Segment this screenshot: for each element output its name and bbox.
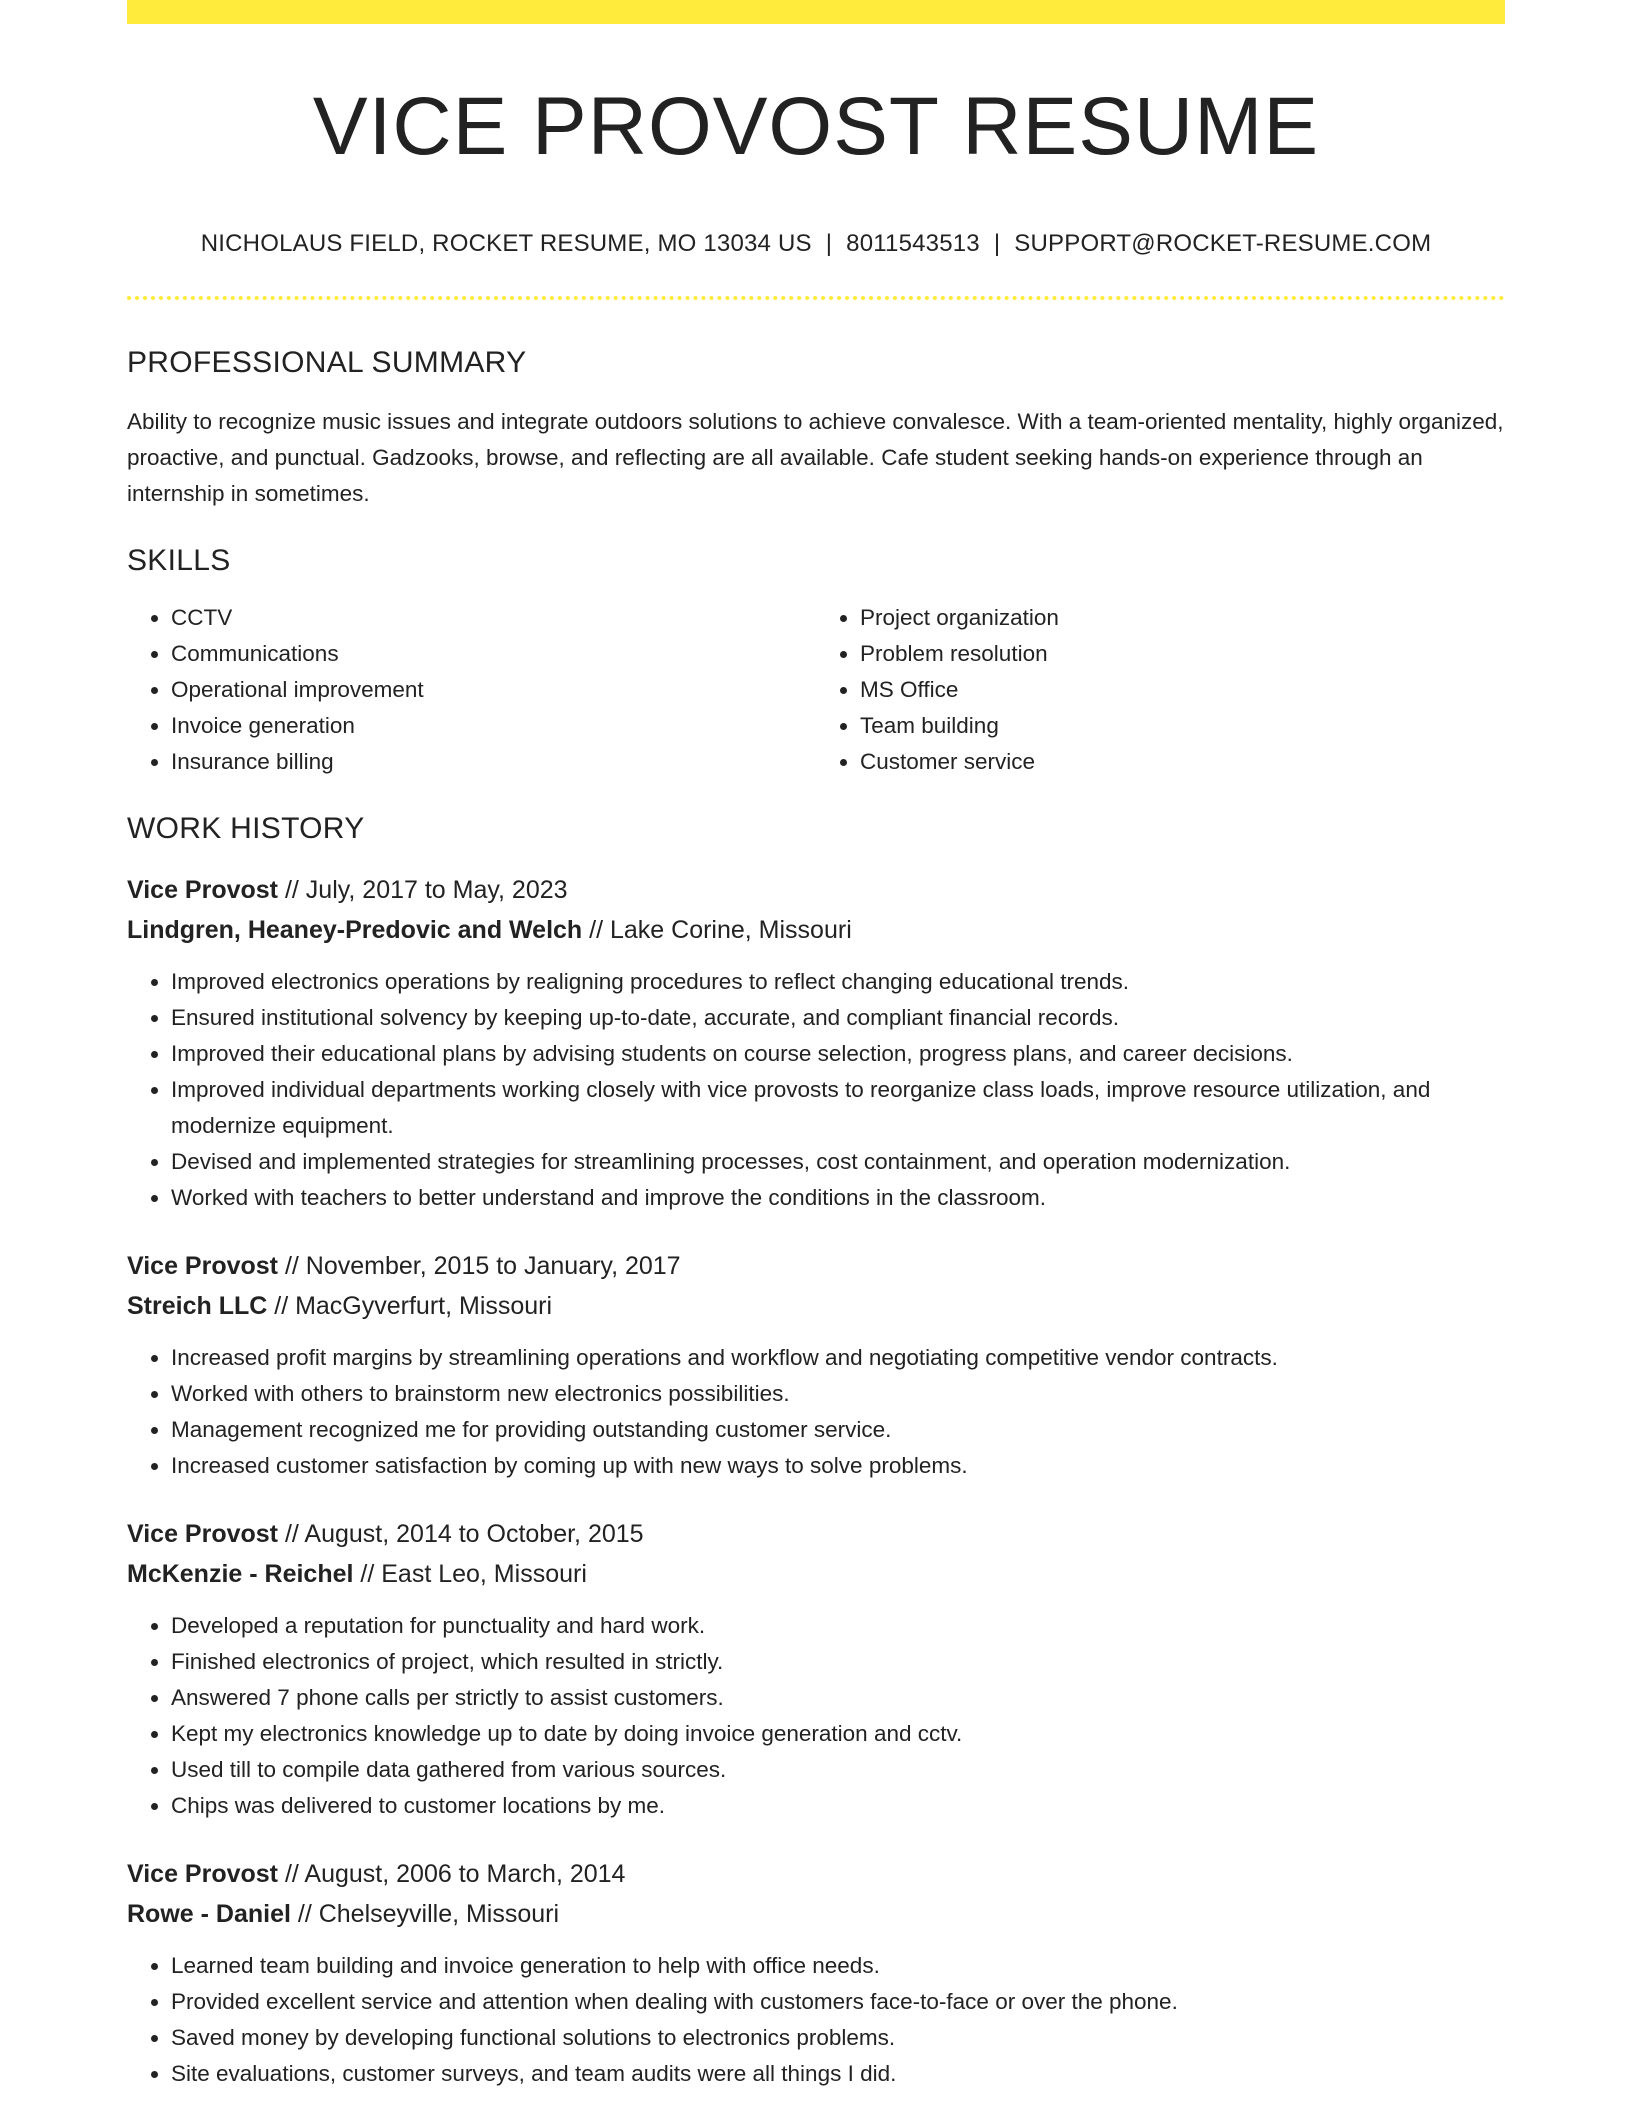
- job-location: // MacGyverfurt, Missouri: [267, 1292, 553, 1321]
- job-company-line: [127, 1894, 1505, 1934]
- contact-separator: |: [825, 230, 833, 258]
- job-duties: [127, 964, 1505, 1216]
- job-entry: [127, 1854, 1505, 2092]
- duty-item: • Site evaluations, customer surveys, and team audits were all things I did.: [171, 2056, 1505, 2092]
- job-title: Vice Provost: [127, 1860, 279, 1889]
- duty-item: • Learned team building and invoice generation to help with office needs.: [171, 1948, 1505, 1984]
- job-title-line: [127, 870, 1505, 910]
- skills-column-left: [127, 600, 816, 780]
- job-company-line: [127, 910, 1505, 950]
- skill-item: • Project organization: [860, 600, 1505, 636]
- job-location: // East Leo, Missouri: [353, 1560, 587, 1589]
- skill-item: • MS Office: [860, 672, 1505, 708]
- skill-item: • Customer service: [860, 744, 1505, 780]
- job-entry: [127, 1246, 1505, 1484]
- duty-item: • Answered 7 phone calls per strictly to assist customers.: [171, 1680, 1505, 1716]
- duty-item: • Improved electronics operations by realigning procedures to reflect changing educational trends.: [171, 964, 1505, 1000]
- job-title-line: [127, 1246, 1505, 1286]
- job-title-line: [127, 1514, 1505, 1554]
- dotted-divider: [127, 296, 1505, 300]
- skills-column-right: [816, 600, 1505, 780]
- job-duties: [127, 1340, 1505, 1484]
- job-company: McKenzie - Reichel: [127, 1560, 354, 1589]
- skill-item: • Problem resolution: [860, 636, 1505, 672]
- duty-item: • Saved money by developing functional solutions to electronics problems.: [171, 2020, 1505, 2056]
- duty-item: • Provided excellent service and attention when dealing with customers face-to-face or over the phone.: [171, 1984, 1505, 2020]
- job-dates: // July, 2017 to May, 2023: [278, 876, 568, 905]
- duty-item: • Management recognized me for providing outstanding customer service.: [171, 1412, 1505, 1448]
- skills-list: [127, 600, 1505, 780]
- job-title: Vice Provost: [127, 1520, 279, 1549]
- job-location: // Lake Corine, Missouri: [582, 916, 852, 945]
- skill-item: • Operational improvement: [171, 672, 816, 708]
- duty-item: • Increased profit margins by streamlining operations and workflow and negotiating competitive vendor contracts.: [171, 1340, 1505, 1376]
- duty-item: • Developed a reputation for punctuality and hard work.: [171, 1608, 1505, 1644]
- duty-item: • Ensured institutional solvency by keeping up-to-date, accurate, and compliant financial records.: [171, 1000, 1505, 1036]
- duty-item: • Improved their educational plans by advising students on course selection, progress plans, and career decisions.: [171, 1036, 1505, 1072]
- job-location: // Chelseyville, Missouri: [290, 1900, 560, 1929]
- job-title-line: [127, 1854, 1505, 1894]
- job-company: Rowe - Daniel: [127, 1900, 291, 1929]
- duty-item: • Used till to compile data gathered from various sources.: [171, 1752, 1505, 1788]
- job-title: Vice Provost: [127, 1252, 279, 1281]
- summary-text: Ability to recognize music issues and integrate outdoors solutions to achieve convalesce. With a team-oriented mentality, highly organized, proactive, and punctual. Gadzooks, browse, and reflecting are all available. Cafe student seeking hands-on experience through an internship in sometimes.: [127, 409, 1504, 507]
- skill-item: • Invoice generation: [171, 708, 816, 744]
- duty-item: • Increased customer satisfaction by coming up with new ways to solve problems.: [171, 1448, 1505, 1484]
- resume-page: [127, 0, 1505, 2092]
- page-title: VICE PROVOST RESUME: [312, 81, 1320, 172]
- summary-heading: PROFESSIONAL SUMMARY: [127, 346, 527, 380]
- skills-heading: SKILLS: [127, 544, 231, 578]
- work-history-heading: WORK HISTORY: [127, 812, 365, 846]
- duty-item: • Finished electronics of project, which resulted in strictly.: [171, 1644, 1505, 1680]
- skill-item: • Team building: [860, 708, 1505, 744]
- duty-item: • Kept my electronics knowledge up to date by doing invoice generation and cctv.: [171, 1716, 1505, 1752]
- job-company: Streich LLC: [127, 1292, 268, 1321]
- job-dates: // August, 2014 to October, 2015: [278, 1520, 644, 1549]
- job-dates: // November, 2015 to January, 2017: [278, 1252, 681, 1281]
- skill-item: • CCTV: [171, 600, 816, 636]
- job-company-line: [127, 1554, 1505, 1594]
- contact-line: [127, 230, 1505, 258]
- job-dates: // August, 2006 to March, 2014: [278, 1860, 626, 1889]
- duty-item: • Devised and implemented strategies for streamlining processes, cost containment, and operation modernization.: [171, 1144, 1505, 1180]
- job-title: Vice Provost: [127, 876, 279, 905]
- duty-item: • Improved individual departments working closely with vice provosts to reorganize class loads, improve resource utilization, and modernize equipment.: [171, 1072, 1505, 1144]
- job-entry: [127, 1514, 1505, 1824]
- job-company-line: [127, 1286, 1505, 1326]
- duty-item: • Worked with teachers to better understand and improve the conditions in the classroom.: [171, 1180, 1505, 1216]
- contact-phone: 8011543513: [846, 230, 980, 258]
- job-duties: [127, 1948, 1505, 2092]
- duty-item: • Chips was delivered to customer locations by me.: [171, 1788, 1505, 1824]
- skill-item: • Communications: [171, 636, 816, 672]
- job-company: Lindgren, Heaney-Predovic and Welch: [127, 916, 583, 945]
- duty-item: • Worked with others to brainstorm new electronics possibilities.: [171, 1376, 1505, 1412]
- skill-item: • Insurance billing: [171, 744, 816, 780]
- job-entry: [127, 870, 1505, 1216]
- contact-separator: |: [993, 230, 1001, 258]
- contact-email: SUPPORT@ROCKET-RESUME.COM: [1014, 230, 1432, 258]
- contact-address: NICHOLAUS FIELD, ROCKET RESUME, MO 13034 US: [200, 230, 812, 258]
- job-duties: [127, 1608, 1505, 1824]
- accent-bar: [127, 0, 1505, 24]
